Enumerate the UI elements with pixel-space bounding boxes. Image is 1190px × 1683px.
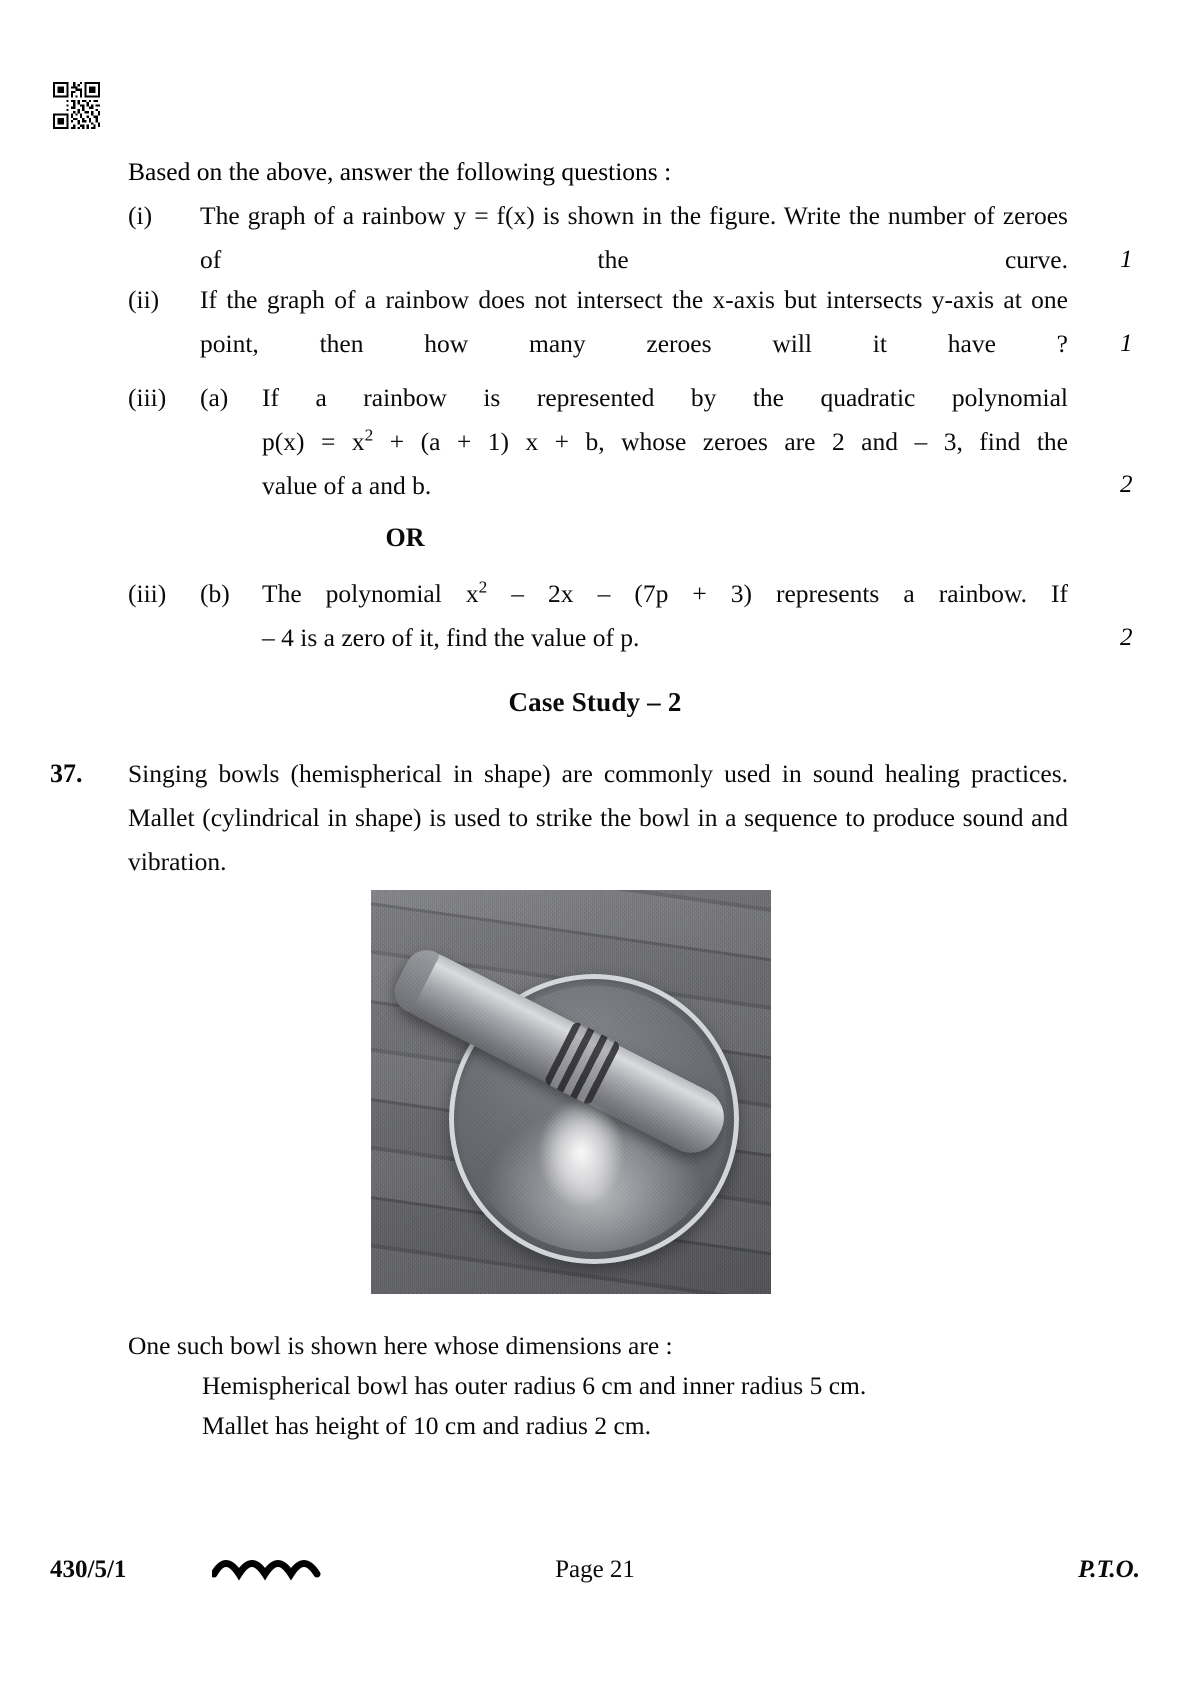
exponent: 2 — [478, 577, 488, 597]
marks-value-iii-b: 2 — [1120, 624, 1133, 651]
question-text-line2: – 4 is a zero of it, find the value of p. — [262, 623, 640, 652]
question-item-i — [128, 194, 1068, 282]
question-item-ii — [128, 278, 1068, 366]
qr-code-icon — [53, 82, 100, 129]
dimensions-line-1: Hemispherical bowl has outer radius 6 cm and inner radius 5 cm. — [202, 1371, 867, 1400]
question-sub-marker: (a) — [200, 383, 229, 412]
question-marker: (iii) — [128, 579, 167, 608]
bowl-dimensions-block — [128, 1326, 1068, 1446]
polynomial-prefix: p(x) = x — [262, 427, 365, 456]
marks-value-iii-a: 2 — [1120, 471, 1133, 498]
marks-value-i: 1 — [1120, 246, 1133, 273]
page-number-label: Page 21 — [555, 1556, 635, 1583]
question-marker: (ii) — [128, 285, 160, 314]
polynomial-prefix: The polynomial x — [262, 579, 479, 608]
paper-code: 430/5/1 — [50, 1556, 127, 1583]
question-sub-marker: (b) — [200, 579, 230, 608]
lead-in-text: Based on the above, answer the following questions : — [128, 157, 672, 186]
question-number-37: 37. — [50, 759, 83, 788]
page-footer — [0, 1548, 1190, 1592]
question-item-iii-b — [128, 572, 1068, 660]
singing-bowl-photo — [371, 890, 771, 1294]
question-text: The graph of a rainbow y = f(x) is shown in the figure. Write the number of zeroes of the curve. — [200, 201, 1068, 274]
question-text-line1 — [262, 572, 1068, 616]
or-divider-label: OR — [385, 523, 425, 552]
polynomial-suffix: + (a + 1) x + b, whose zeroes are 2 and – 3, find the — [373, 427, 1068, 456]
question-text-line2 — [262, 420, 1068, 464]
question-marker: (i) — [128, 201, 153, 230]
photo-grain-overlay — [371, 890, 771, 1294]
polynomial-suffix: – 2x – (7p + 3) represents a rainbow. If — [487, 579, 1068, 608]
question-37-text: Singing bowls (hemispherical in shape) are commonly used in sound healing practices. Mallet (cylindrical in shape) is used to strike the bowl in a sequence to produce sound and vibration. — [128, 759, 1068, 876]
pto-label: P.T.O. — [1078, 1556, 1140, 1583]
question-marker: (iii) — [128, 383, 167, 412]
question-text-line3: value of a and b. — [262, 471, 432, 500]
marks-value-ii: 1 — [1120, 330, 1133, 357]
question-text: If the graph of a rainbow does not intersect the x-axis but intersects y-axis at one point, then how many zeroes will it have ? — [200, 285, 1068, 358]
question-item-iii-a — [128, 376, 1068, 508]
case-study-heading: Case Study – 2 — [508, 687, 682, 717]
dimensions-intro: One such bowl is shown here whose dimensions are : — [128, 1331, 673, 1360]
question-text-line1: If a rainbow is represented by the quadratic polynomial — [262, 383, 1068, 412]
exponent: 2 — [364, 425, 374, 445]
dimensions-line-2: Mallet has height of 10 cm and radius 2 cm. — [202, 1411, 651, 1440]
